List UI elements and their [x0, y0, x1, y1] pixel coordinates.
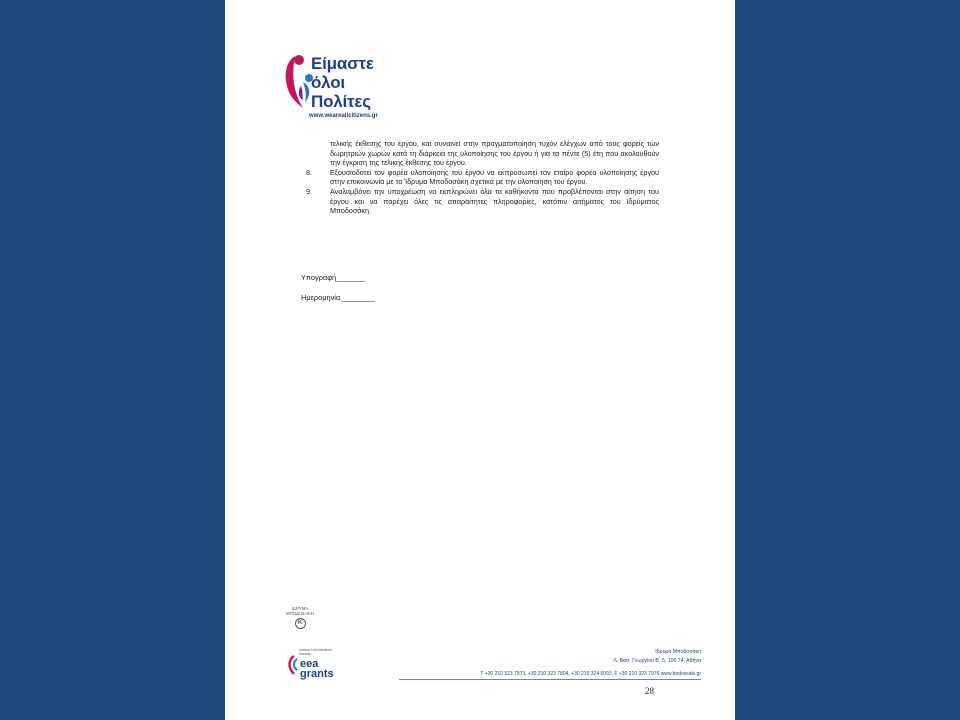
list-item-number: 9. [306, 186, 312, 196]
eea-word: eea [300, 658, 319, 670]
bodossaki-mark-icon: Κ [295, 618, 306, 629]
logo-url: www.weareallcitizens.gr [309, 113, 378, 119]
logo-line-2: όλοι [311, 73, 345, 92]
grants-word: grants [300, 668, 334, 680]
list-item-text: Εξουσιοδοτεί τον φορέα υλοποίησης του έργου να εκπροσωπεί τον εταίρο φορέα υλοποίησης έργου στην επικοινωνία με το Ίδρυμα Μποδοσάκη σχετικά με την υλοποίηση του έργου. [330, 167, 659, 187]
bodossaki-logo [286, 606, 314, 629]
eea-swirl-icon [287, 654, 301, 676]
list-item [301, 187, 659, 216]
document-body [301, 139, 659, 216]
project-logo [281, 52, 421, 124]
date-line: Ημερομηνία ________ [301, 293, 376, 302]
signature-line: Υπογραφή_______ [301, 273, 365, 282]
two-figures-logo-icon [281, 52, 315, 112]
document-page [225, 0, 735, 720]
bodossaki-logo-line-1: ΙΔΡΥΜΑ [291, 606, 309, 611]
logo-line-3: Πολίτες [311, 92, 371, 111]
bodossaki-logo-line-2: ΜΠΟΔΟΣΑΚΗ [286, 611, 315, 616]
footer-address: Λ. Βασ. Γεωργίου Β΄ 5, 106 74, Αθήνα [613, 657, 701, 664]
eea-countries: Iceland Liechtenstein Norway [299, 648, 332, 656]
list-item-number: 8. [306, 167, 312, 177]
footer-address-block [613, 648, 701, 665]
logo-line-1: Είμαστε [311, 54, 374, 73]
continuation-paragraph: τελικής έκθεσης του έργου, και συναινεί στην πραγματοποίηση τυχόν ελέγχων από τους φορείς των δωρητριών χωρών κατά τη διάρκεια της υλοποίησης του έργου ή για τα πέντε (5) έτη που ακολουθούν την έγκριση της τελικής έκθεσης του έργου. [330, 139, 659, 168]
footer-org: Ίδρυμα Μποδοσάκη [654, 649, 701, 655]
list-item [301, 168, 659, 187]
footer-divider [399, 679, 701, 680]
eea-grants-logo [287, 648, 347, 682]
list-item-text: Αναλαμβάνει την υποχρέωση να εκπληρώνει όλα τα καθήκοντα που προβλέπονται στην αίτηση του έργου και να παρέχει όλες τις απαραίτητες πληροφορίες, κατόπιν αιτήματος του Ιδρύματος Μποδοσάκη. [330, 186, 659, 216]
footer-contact: T +30 210 323 7973, +30 210 323 7804, +30 210 324 6003, F +30 210 323 7976 www.bodossaki.gr [480, 671, 701, 677]
page-number: 28 [645, 686, 654, 696]
